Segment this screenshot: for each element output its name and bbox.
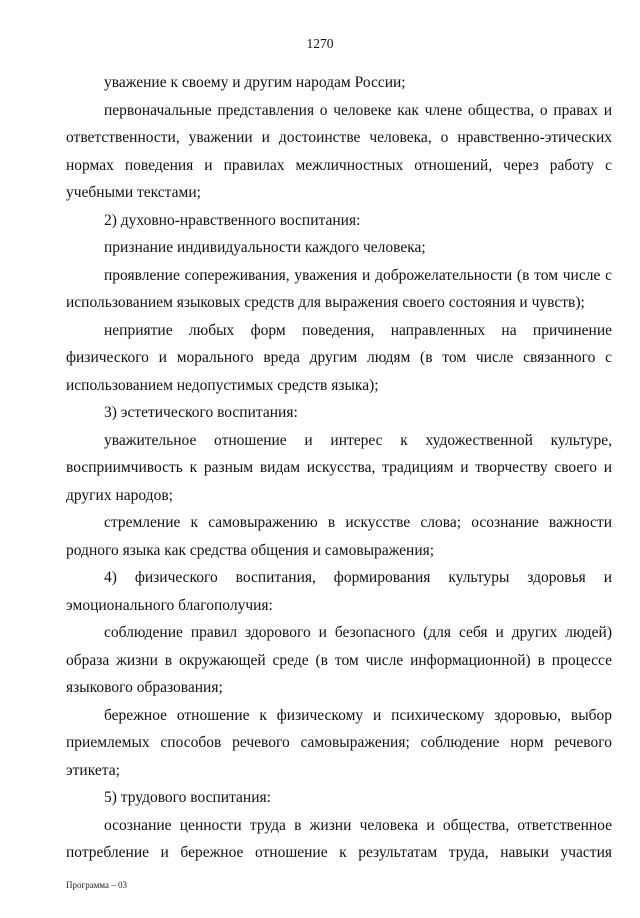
body-text [66, 69, 612, 867]
paragraph: 2) духовно-нравственного воспитания: [104, 211, 361, 229]
paragraph: уважительное отношение и интерес к художественной культуре, восприимчивость к разным видам искусства, традициям и творчеству своего и других народов; [66, 431, 612, 504]
paragraph: стремление к самовыражению в искусстве слова; осознание важности родного языка как средства общения и самовыражения; [66, 514, 612, 559]
paragraph: признание индивидуальности каждого человека; [104, 239, 426, 256]
page-number: 1270 [306, 36, 334, 51]
paragraph: неприятие любых форм поведения, направленных на причинение физического и морального вреда другим людям (в том числе связанного с использованием недопустимых средств языка); [66, 321, 612, 394]
paragraph: 5) трудового воспитания: [104, 789, 271, 806]
paragraph: соблюдение правил здорового и безопасного (для себя и других людей) образа жизни в окружающей среде (в том числе информационной) в процессе языкового образования; [66, 624, 612, 696]
paragraph: уважение к своему и другим народам России; [104, 74, 406, 91]
paragraph: осознание ценности труда в жизни человека и общества, ответственное потребление и бережное отношение к результатам труда, навыки участия [66, 816, 612, 861]
paragraph: 4) физического воспитания, формирования культуры здоровья и эмоционального благополучия: [66, 569, 612, 614]
paragraph: первоначальные представления о человеке как члене общества, о правах и ответственности, уважении и достоинстве человека, о нравственно-этических нормах поведения и правилах межличностных отношений, через работу с учебными текстами; [66, 101, 612, 201]
paragraph: бережное отношение к физическому и психическому здоровью, выбор приемлемых способов речевого самовыражения; соблюдение норм речевого этикета; [66, 706, 612, 779]
page-footer: Программа – 03 [66, 880, 128, 890]
paragraph: 3) эстетического воспитания: [104, 404, 298, 421]
paragraph: проявление сопереживания, уважения и доброжелательности (в том числе с использованием языковых средств для выражения своего состояния и чувств); [66, 266, 612, 311]
